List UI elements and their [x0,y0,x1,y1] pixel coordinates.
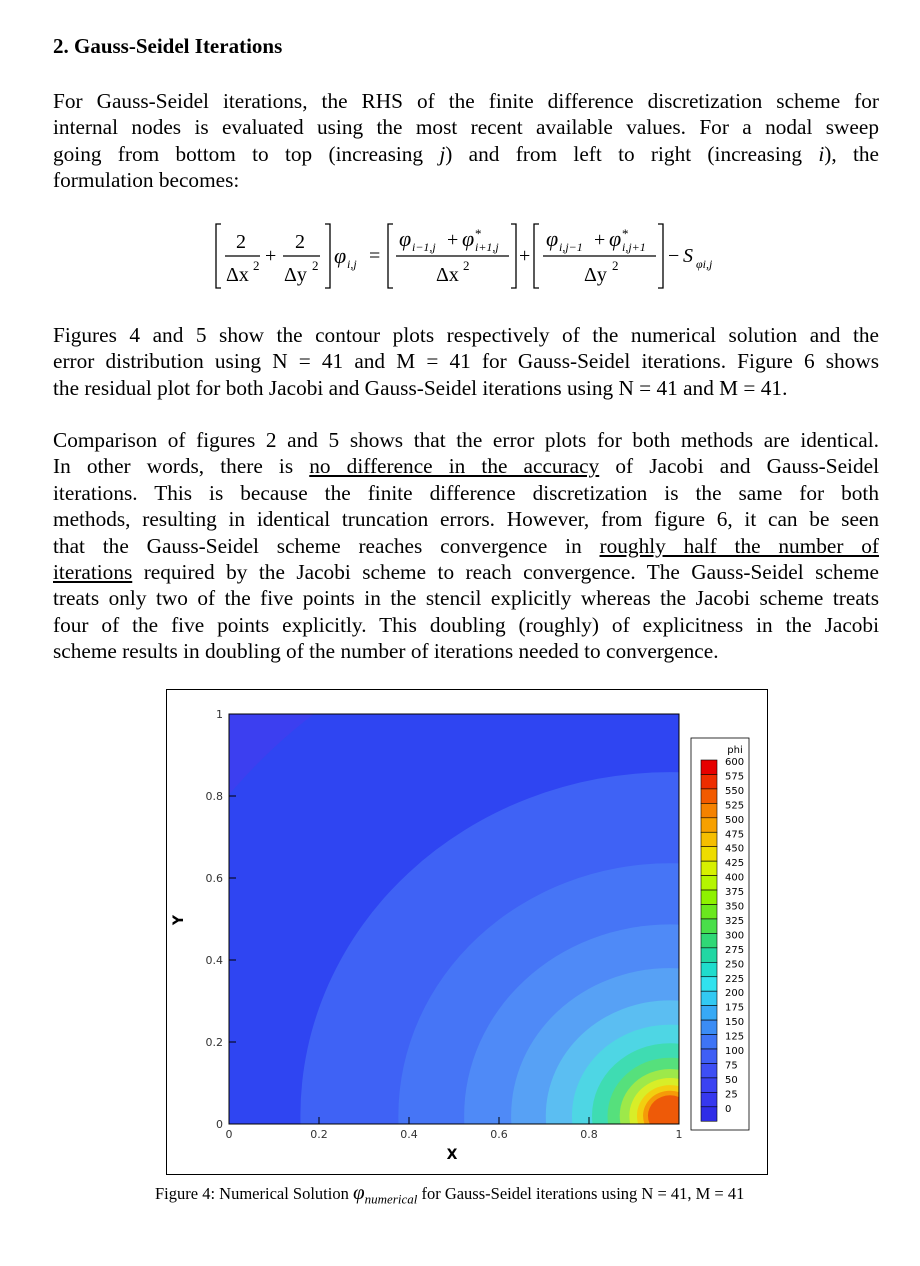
eq-num: 2 [295,231,305,253]
contour-chart [167,690,767,1174]
eq-dx: Δx [436,264,459,286]
legend-swatch [701,905,717,919]
eq-phi: φ [546,226,559,251]
legend-label: 325 [725,915,745,927]
paragraph-2 [53,322,879,401]
legend-label: 425 [725,858,745,870]
legend-label: 350 [725,901,745,913]
paragraph-1 [53,88,879,194]
eq-phi: φ [462,226,475,251]
legend-label: 125 [725,1031,745,1043]
eq-dx: Δx [226,264,249,286]
eq-phi: φ [334,243,347,268]
paragraph-line: Figures 4 and 5 show the contour plots respectively of the numerical solution and the [53,323,879,347]
legend-swatch [701,789,717,803]
legend-title: phi [727,745,743,756]
eq-plus: + [265,245,277,267]
paragraph-line: that the Gauss-Seidel scheme reaches convergence in roughly half the number of [53,533,879,558]
eq-sub: i,j+1 [622,240,646,254]
paragraph-line: error distribution using N = 41 and M = 41 for Gauss-Seidel iterations. Figure 6 shows [53,349,879,374]
legend-swatch [701,774,717,788]
legend-label: 275 [725,944,745,956]
x-tick-label: 0.2 [310,1128,328,1141]
legend-label: 400 [725,872,745,884]
eq-sq: 2 [312,258,319,273]
legend-label: 475 [725,829,745,841]
paragraph-line: formulation becomes: [53,168,240,193]
legend-swatch [701,977,717,991]
legend-swatch [701,962,717,976]
eq-equals: = [369,245,381,267]
legend-label: 25 [725,1089,738,1101]
y-tick-label: 0.4 [205,954,223,967]
x-tick-label: 0.4 [400,1128,418,1141]
legend-swatch [701,1006,717,1020]
eq-phi: φ [609,226,622,251]
paragraph-3 [53,427,879,665]
legend-swatch [701,991,717,1005]
legend-label: 375 [725,887,745,899]
paragraph-line: iterations required by the Jacobi scheme to reach convergence. The Gauss-Seidel scheme [53,560,879,585]
paragraph-line: internal nodes is evaluated using the most recent available values. For a nodal sweep [53,115,879,140]
legend-swatch [701,876,717,890]
legend-label: 225 [725,973,745,985]
legend-swatch [701,1049,717,1063]
paragraph-line: iterations. This is because the finite difference discretization is the same for both [53,480,879,505]
y-tick-label: 0.8 [205,790,223,803]
paragraph-line: For Gauss-Seidel iterations, the RHS of the finite difference discretization scheme for [53,89,879,113]
eq-plus: + [447,229,459,251]
paragraph-line: methods, resulting in identical truncation errors. However, from figure 6, it can be seen [53,507,879,532]
eq-sub: φi,j [696,257,713,271]
legend-label: 525 [725,800,745,812]
legend-label: 450 [725,843,745,855]
legend-swatch [701,1063,717,1077]
contour-region-575 [648,1095,692,1136]
legend-swatch [701,948,717,962]
legend-label: 150 [725,1017,745,1029]
paragraph-line: scheme results in doubling of the number of iterations needed to convergence. [53,639,719,664]
legend-swatch [701,818,717,832]
figure-frame [166,689,768,1175]
x-tick-label: 0.8 [580,1128,598,1141]
paragraph-line: the residual plot for both Jacobi and Gauss-Seidel iterations using N = 41 and M = 41. [53,375,788,400]
legend-label: 500 [725,814,745,826]
y-tick-label: 1 [216,708,223,721]
paragraph-line: Comparison of figures 2 and 5 shows that the error plots for both methods are identical. [53,428,879,452]
eq-star: * [475,226,482,241]
legend-swatch [701,933,717,947]
legend-swatch [701,890,717,904]
legend-label: 175 [725,1002,745,1014]
legend-swatch [701,1107,717,1121]
legend-swatch [701,832,717,846]
eq-sub: i,j [347,257,357,271]
eq-plus: + [519,245,531,267]
legend-swatch [701,1035,717,1049]
legend-label: 600 [725,757,745,768]
legend-label: 550 [725,785,745,797]
y-tick-label: 0.6 [205,872,223,885]
paragraph-line: going from bottom to top (increasing j) and from left to right (increasing i), the [53,141,879,166]
y-tick-label: 0 [216,1118,223,1131]
y-tick-label: 0.2 [205,1036,223,1049]
legend [691,738,749,1130]
figure-caption: Figure 4: Numerical Solution $\varphi_{numerical}$ for Gauss-Seidel iterations using N = 41, M = 41 [155,1180,745,1207]
y-axis-label: Y [171,914,187,926]
section-heading: 2. Gauss-Seidel Iterations [53,34,283,58]
x-tick-label: 0 [225,1128,233,1141]
legend-label: 200 [725,988,745,1000]
legend-label: 50 [725,1074,738,1086]
x-tick-label: 0.6 [490,1128,508,1141]
legend-label: 0 [725,1103,732,1115]
eq-sub: i,j−1 [559,240,583,254]
x-axis-label: X [446,1147,458,1163]
legend-swatch [701,803,717,817]
eq-phi: φ [399,226,412,251]
gauss-seidel-equation [213,218,733,292]
eq-sub: i+1,j [475,240,499,254]
legend-swatch [701,1020,717,1034]
eq-sq: 2 [463,258,470,273]
x-tick-label: 1 [675,1128,683,1141]
legend-swatch [701,1092,717,1106]
legend-label: 75 [725,1060,738,1072]
eq-star: * [622,226,629,241]
eq-S: S [683,245,693,267]
paragraph-line: treats only two of the five points in the stencil explicitly whereas the Jacobi scheme treats [53,586,879,611]
eq-sq: 2 [253,258,260,273]
paragraph-line: four of the five points explicitly. This doubling (roughly) of explicitness in the Jacobi [53,612,879,637]
legend-label: 250 [725,959,745,971]
legend-label: 575 [725,771,745,783]
eq-num: 2 [236,231,246,253]
eq-dy: Δy [284,264,307,286]
eq-minus: − [668,245,680,267]
legend-swatch [701,919,717,933]
legend-swatch [701,861,717,875]
eq-sub: i−1,j [412,240,436,254]
legend-swatch [701,760,717,774]
eq-plus: + [594,229,606,251]
eq-dy: Δy [584,264,607,286]
paragraph-line: In other words, there is no difference in the accuracy of Jacobi and Gauss-Seidel [53,454,879,479]
legend-swatch [701,847,717,861]
legend-swatch [701,1078,717,1092]
legend-label: 100 [725,1046,745,1057]
legend-label: 300 [725,930,745,942]
eq-sq: 2 [612,258,619,273]
